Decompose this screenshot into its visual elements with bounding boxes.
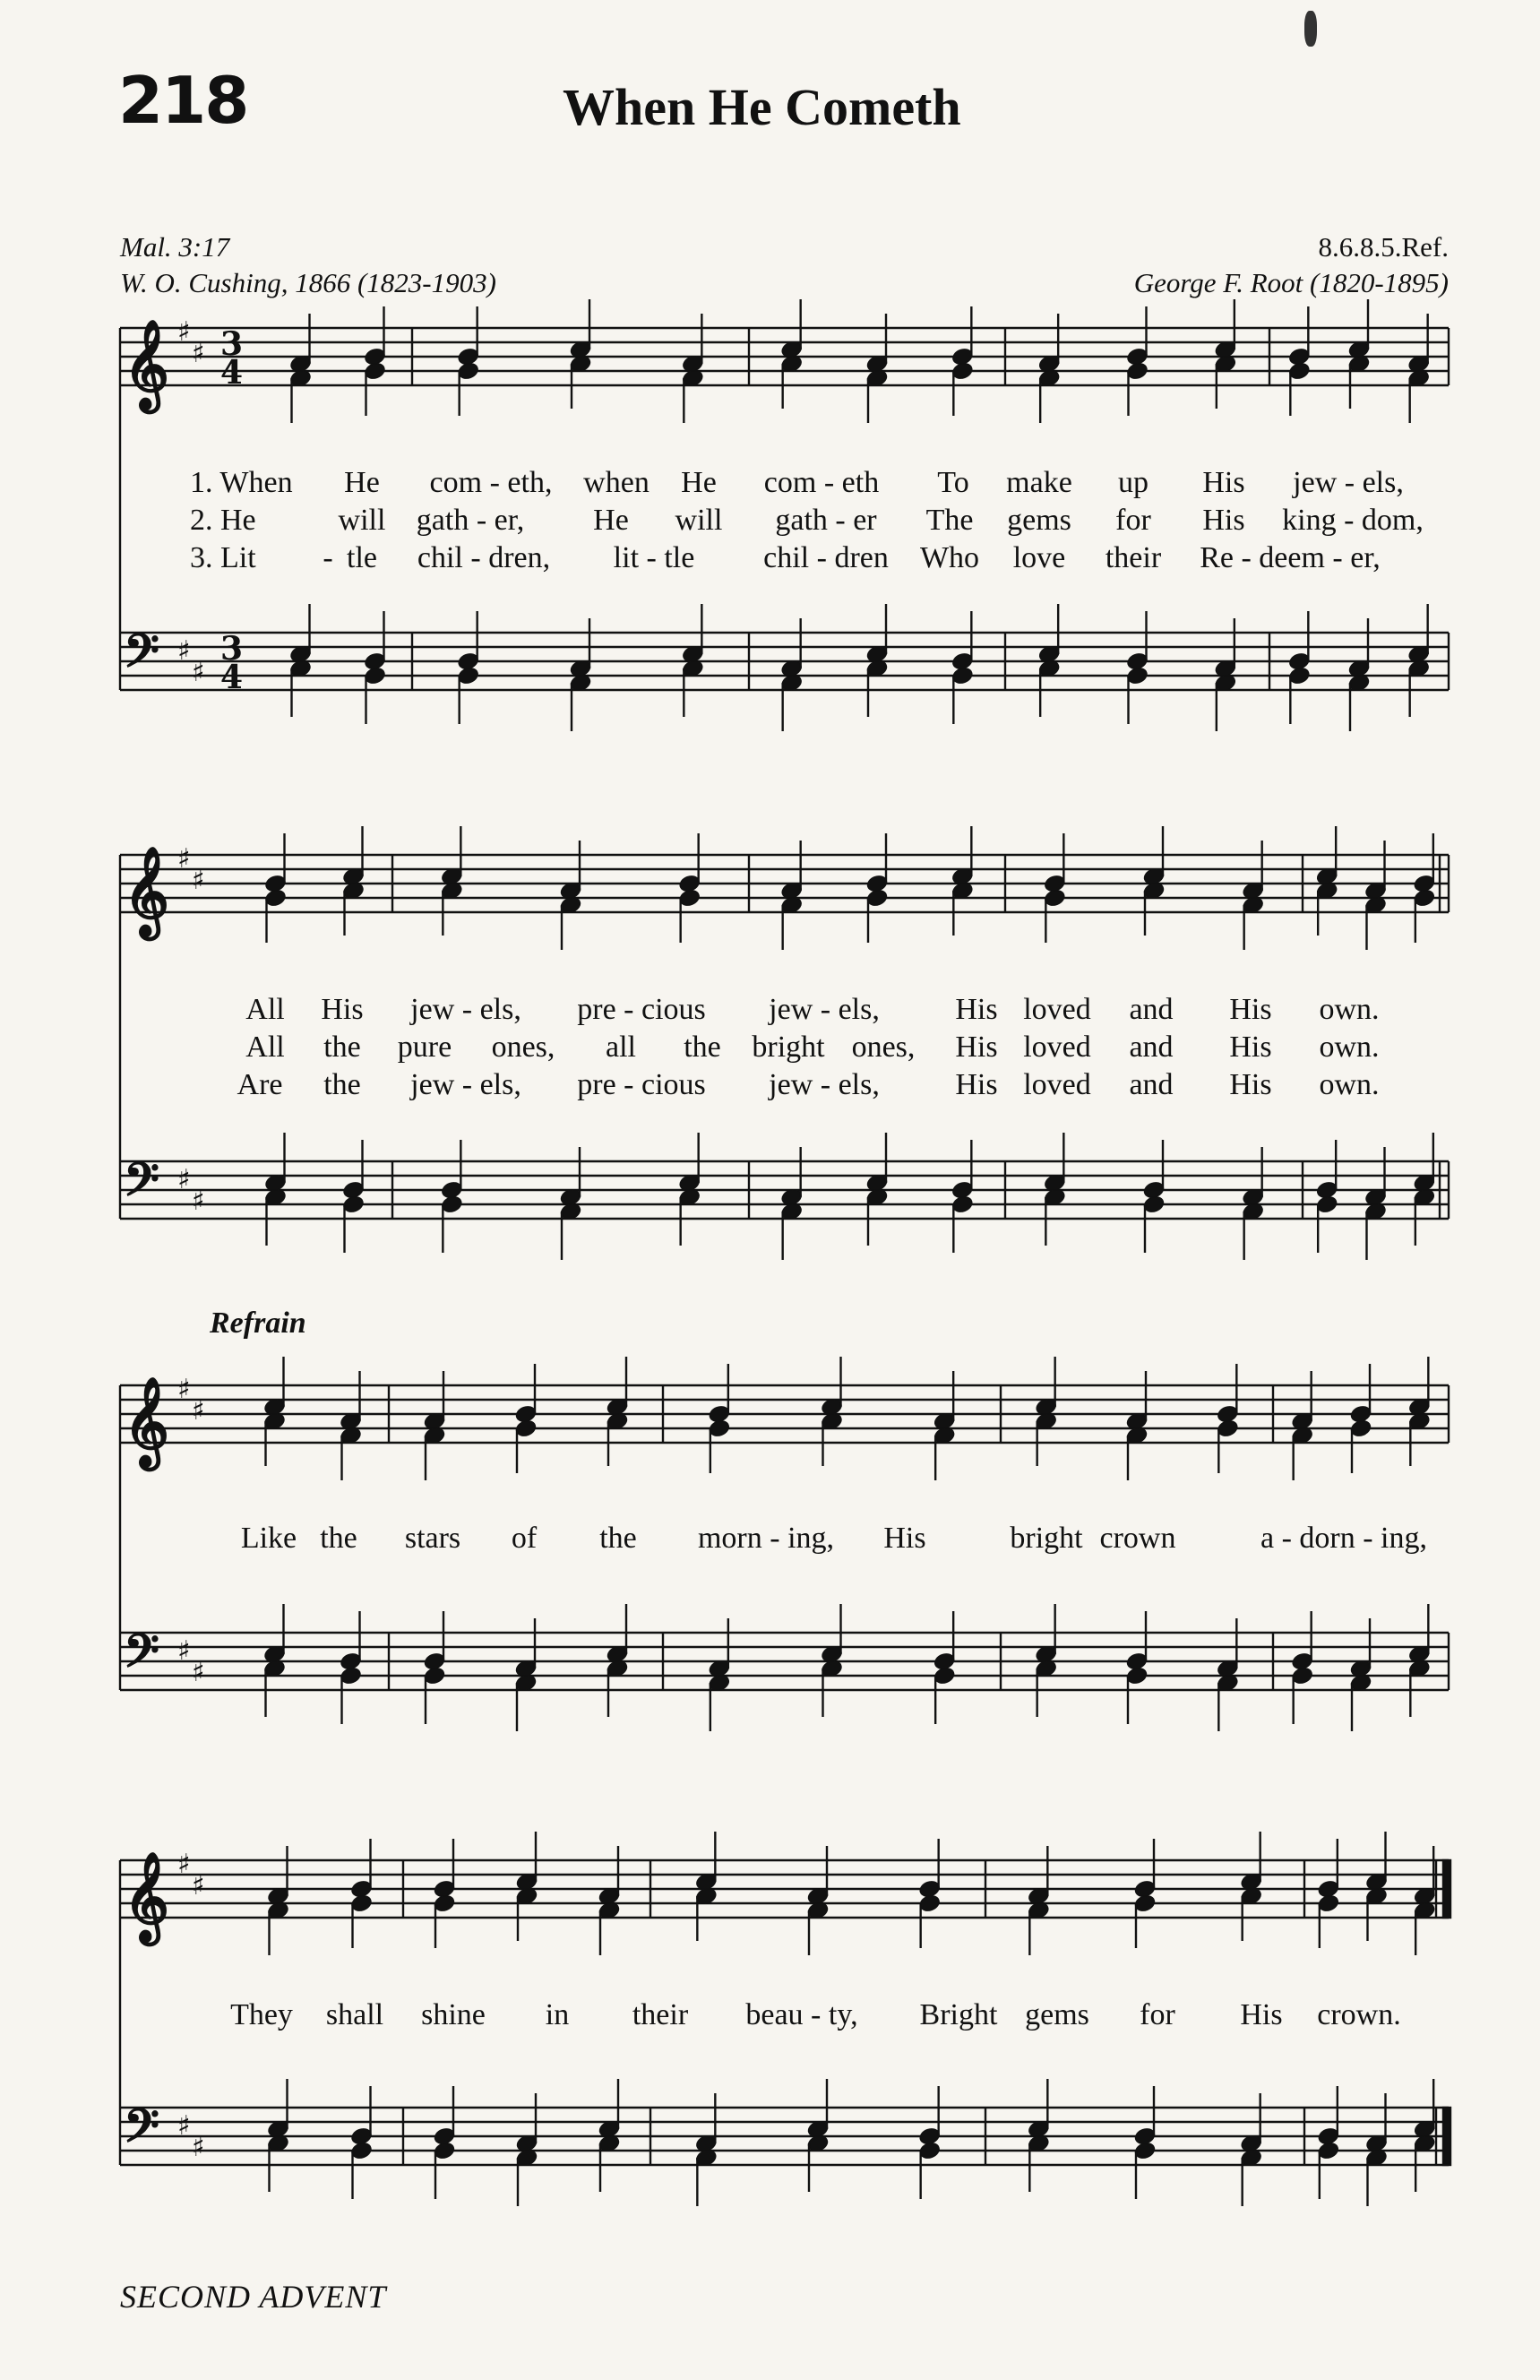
refrain-label: Refrain (210, 1306, 306, 1340)
lyric-syllable: 2. He (190, 504, 256, 537)
lyric-syllable: the (320, 1522, 357, 1555)
lyric-syllable: when (583, 466, 650, 499)
lyric-syllable: shall (325, 1998, 384, 2031)
lyric-syllable: Bright (919, 1998, 998, 2031)
lyric-syllable: gath - er (775, 504, 877, 537)
lyric-syllable: will (338, 504, 386, 537)
lyric-syllable: bright (752, 1030, 825, 1064)
bass-clef-icon: 𝄢 (124, 2099, 159, 2164)
lyric-syllable: jew - els, (410, 1068, 521, 1101)
lyric-syllable: the (684, 1030, 721, 1064)
lyric-syllable: Re - deem - er, (1200, 541, 1381, 574)
sharp-icon: ♯ (192, 338, 205, 369)
sharp-icon: ♯ (177, 1635, 191, 1667)
lyric-syllable: stars (404, 1522, 461, 1555)
lyric-line-s3 (0, 1522, 1540, 1557)
lyric-syllable: jew - els, (410, 993, 521, 1026)
lyric-syllable: Are (237, 1068, 283, 1101)
lyric-syllable: ones, (491, 1030, 555, 1064)
lyric-syllable: pure (397, 1030, 452, 1064)
lyric-syllable: His (955, 1030, 998, 1064)
bass-clef-icon: 𝄢 (124, 1152, 159, 1218)
lyric-syllable: king - dom, (1282, 504, 1424, 537)
lyric-syllable: loved (1023, 993, 1091, 1026)
lyric-syllable: their (1105, 541, 1162, 574)
time-signature-denominator: 4 (220, 354, 244, 392)
lyric-syllable: the (599, 1522, 637, 1555)
lyric-syllable: a - dorn - ing, (1260, 1522, 1428, 1555)
lyric-syllable: will (675, 504, 723, 537)
lyric-syllable: All (245, 993, 285, 1026)
lyric-syllable: All (245, 1030, 285, 1064)
sharp-icon: ♯ (177, 1849, 191, 1880)
lyric-syllable: and (1129, 1068, 1174, 1101)
lyric-syllable: 3. Lit (190, 541, 256, 574)
final-barline (1443, 1860, 1450, 1918)
lyric-syllable: up (1118, 466, 1149, 499)
lyric-syllable: chil - dren, (417, 541, 551, 574)
lyric-syllable: and (1129, 1030, 1174, 1064)
lyric-syllable: all (606, 1030, 636, 1064)
lyric-syllable: loved (1023, 1068, 1091, 1101)
lyric-syllable: His (321, 993, 364, 1026)
lyric-syllable: He (344, 466, 380, 499)
sharp-icon: ♯ (177, 843, 191, 875)
treble-clef-icon: 𝄞 (124, 1851, 169, 1942)
lyric-syllable: jew - els, (1293, 466, 1404, 499)
lyric-syllable: bright (1010, 1522, 1083, 1555)
treble-clef-icon: 𝄞 (124, 846, 169, 936)
lyric-syllable: His (955, 1068, 998, 1101)
lyric-syllable: jew - els, (769, 993, 880, 1026)
lyric-syllable: of (511, 1522, 538, 1555)
sharp-icon: ♯ (177, 316, 191, 348)
lyric-syllable: for (1140, 1998, 1175, 2031)
lyric-line-s4 (0, 1998, 1540, 2034)
lyric-syllable: their (632, 1998, 689, 2031)
lyric-syllable: the (323, 1030, 361, 1064)
time-signature-denominator: 4 (220, 659, 244, 696)
lyric-syllable: Like (240, 1522, 297, 1555)
final-barline (1443, 2108, 1450, 2165)
sharp-icon: ♯ (192, 1870, 205, 1901)
lyric-syllable: He (593, 504, 629, 537)
lyric-syllable: love (1012, 541, 1066, 574)
sharp-icon: ♯ (192, 1186, 205, 1217)
lyric-syllable: chil - dren (763, 541, 889, 574)
scripture-reference: Mal. 3:17 (120, 231, 230, 263)
lyric-syllable: Who (919, 541, 980, 574)
lyric-syllable: own. (1319, 1030, 1380, 1064)
lyric-syllable: His (1229, 1068, 1272, 1101)
lyric-line-s1-verse3 (0, 541, 1540, 577)
lyric-syllable: jew - els, (769, 1068, 880, 1101)
lyric-syllable: and (1129, 993, 1174, 1026)
lyric-syllable: His (1229, 1030, 1272, 1064)
composer-credit: George F. Root (1820-1895) (1133, 267, 1449, 298)
lyric-syllable: His (955, 993, 998, 1026)
lyric-syllable: tle (347, 541, 377, 574)
sharp-icon: ♯ (177, 1374, 191, 1405)
hymn-title: When He Cometh (563, 78, 961, 136)
lyric-syllable: shine (421, 1998, 486, 2031)
lyric-syllable: loved (1023, 1030, 1091, 1064)
bass-clef-icon: 𝄢 (124, 1624, 159, 1689)
lyric-syllable: ones, (851, 1030, 916, 1064)
lyricist-credit: W. O. Cushing, 1866 (1823-1903) (120, 267, 496, 298)
lyric-syllable: com - eth (763, 466, 880, 499)
lyric-syllable: the (323, 1068, 361, 1101)
lyric-syllable: The (925, 504, 974, 537)
lyric-syllable: gems (1007, 504, 1071, 537)
sharp-icon: ♯ (192, 865, 205, 896)
lyric-syllable: for (1115, 504, 1151, 537)
lyric-syllable: His (1202, 504, 1245, 537)
lyric-syllable: His (1229, 993, 1272, 1026)
lyric-syllable: pre - cious (577, 1068, 706, 1101)
section-label: SECOND ADVENT (120, 2279, 387, 2315)
lyric-syllable: morn - ing, (697, 1522, 835, 1555)
lyric-line-s1-verse1 (0, 466, 1540, 502)
sharp-icon: ♯ (192, 657, 205, 688)
lyric-syllable: - (323, 541, 333, 574)
meter-label: 8.6.8.5.Ref. (1318, 231, 1449, 263)
sharp-icon: ♯ (177, 1164, 191, 1195)
lyric-line-s2-verse2 (0, 1030, 1540, 1066)
lyric-syllable: His (883, 1522, 926, 1555)
lyric-syllable: crown (1099, 1522, 1176, 1555)
hymn-number: 218 (118, 63, 248, 138)
lyric-syllable: pre - cious (577, 993, 706, 1026)
lyric-syllable: crown. (1317, 1998, 1401, 2031)
lyric-syllable: own. (1319, 1068, 1380, 1101)
lyric-syllable: in (545, 1998, 570, 2031)
bass-clef-icon: 𝄢 (124, 624, 159, 689)
sharp-icon: ♯ (192, 1657, 205, 1688)
sharp-icon: ♯ (177, 635, 191, 667)
sharp-icon: ♯ (192, 1395, 205, 1427)
lyric-syllable: His (1202, 466, 1245, 499)
lyric-syllable: To (937, 466, 969, 499)
lyric-syllable: 1. When (190, 466, 293, 499)
time-signature-numerator: 3 (220, 630, 244, 668)
lyric-syllable: make (1006, 466, 1072, 499)
sharp-icon: ♯ (177, 2110, 191, 2142)
lyric-syllable: com - eth, (429, 466, 553, 499)
lyric-line-s2-verse3 (0, 1068, 1540, 1104)
lyric-line-s1-verse2 (0, 504, 1540, 539)
lyric-syllable: beau - ty, (745, 1998, 858, 2031)
lyric-syllable: He (681, 466, 717, 499)
scan-speck (1304, 11, 1317, 47)
lyric-syllable: gath - er, (416, 504, 525, 537)
lyric-line-s2-verse1 (0, 993, 1540, 1029)
treble-clef-icon: 𝄞 (124, 1376, 169, 1467)
lyric-syllable: They (230, 1998, 293, 2031)
treble-clef-icon: 𝄞 (124, 319, 169, 410)
lyric-syllable: His (1240, 1998, 1283, 2031)
lyric-syllable: own. (1319, 993, 1380, 1026)
sharp-icon: ♯ (192, 2132, 205, 2163)
lyric-syllable: lit - tle (613, 541, 695, 574)
time-signature-numerator: 3 (220, 325, 244, 363)
lyric-syllable: gems (1025, 1998, 1089, 2031)
